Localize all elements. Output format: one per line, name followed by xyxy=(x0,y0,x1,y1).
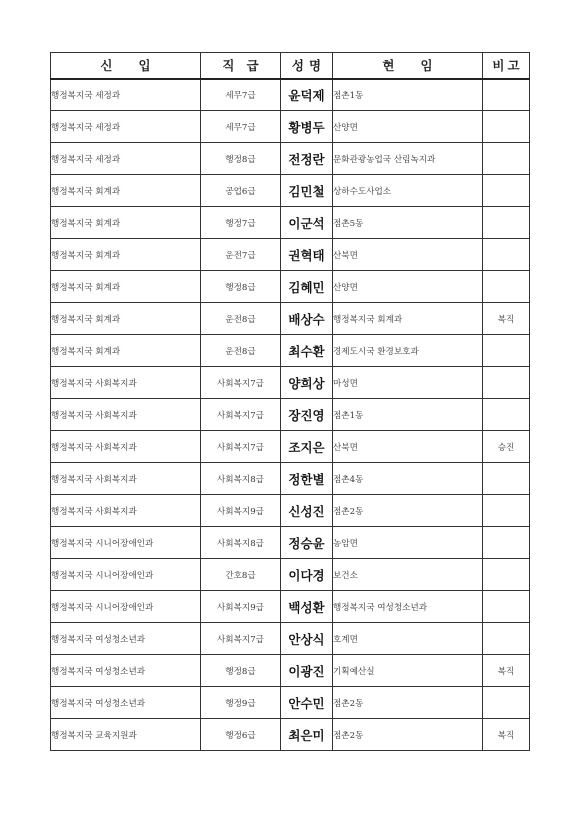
cell-name: 백성환 xyxy=(281,591,333,623)
header-name: 성명 xyxy=(281,53,333,79)
cell-new-post: 행정복지국 사회복지과 xyxy=(51,399,201,431)
header-current-post: 현임 xyxy=(333,53,483,79)
table-row xyxy=(51,527,530,559)
cell-name: 최은미 xyxy=(281,719,333,751)
cell-name: 안수민 xyxy=(281,687,333,719)
cell-name: 최수환 xyxy=(281,335,333,367)
table-row xyxy=(51,463,530,495)
table-row xyxy=(51,79,530,111)
cell-name: 윤덕제 xyxy=(281,79,333,111)
cell-current-post: 행정복지국 여성청소년과 xyxy=(333,591,483,623)
cell-grade: 사회복지8급 xyxy=(201,463,281,495)
cell-note xyxy=(483,207,530,239)
cell-note: 승진 xyxy=(483,431,530,463)
table-row xyxy=(51,303,530,335)
table-row xyxy=(51,335,530,367)
cell-new-post: 행정복지국 시니어장애인과 xyxy=(51,559,201,591)
cell-current-post: 점촌2동 xyxy=(333,495,483,527)
cell-current-post: 점촌1동 xyxy=(333,79,483,111)
cell-grade: 행정8급 xyxy=(201,143,281,175)
cell-note xyxy=(483,687,530,719)
cell-grade: 사회복지7급 xyxy=(201,623,281,655)
personnel-table xyxy=(50,52,530,751)
cell-new-post: 행정복지국 교육지원과 xyxy=(51,719,201,751)
table-row xyxy=(51,559,530,591)
table-body xyxy=(51,79,530,751)
cell-new-post: 행정복지국 사회복지과 xyxy=(51,367,201,399)
cell-note xyxy=(483,239,530,271)
cell-new-post: 행정복지국 회계과 xyxy=(51,207,201,239)
cell-new-post: 행정복지국 시니어장애인과 xyxy=(51,591,201,623)
cell-new-post: 행정복지국 여성청소년과 xyxy=(51,623,201,655)
table-row xyxy=(51,687,530,719)
cell-grade: 공업6급 xyxy=(201,175,281,207)
table-row xyxy=(51,719,530,751)
cell-current-post: 점촌4동 xyxy=(333,463,483,495)
table-row xyxy=(51,623,530,655)
cell-new-post: 행정복지국 시니어장애인과 xyxy=(51,527,201,559)
cell-grade: 행정8급 xyxy=(201,271,281,303)
cell-grade: 운전8급 xyxy=(201,303,281,335)
cell-grade: 사회복지7급 xyxy=(201,399,281,431)
cell-grade: 운전7급 xyxy=(201,239,281,271)
cell-grade: 세무7급 xyxy=(201,79,281,111)
cell-new-post: 행정복지국 세정과 xyxy=(51,143,201,175)
cell-note: 복직 xyxy=(483,719,530,751)
cell-name: 정한별 xyxy=(281,463,333,495)
cell-note xyxy=(483,399,530,431)
cell-new-post: 행정복지국 회계과 xyxy=(51,335,201,367)
table-row xyxy=(51,655,530,687)
cell-current-post: 산양면 xyxy=(333,111,483,143)
cell-note xyxy=(483,591,530,623)
cell-name: 신성진 xyxy=(281,495,333,527)
table-row xyxy=(51,495,530,527)
header-row xyxy=(51,53,530,79)
cell-note xyxy=(483,143,530,175)
table-row xyxy=(51,367,530,399)
cell-note xyxy=(483,111,530,143)
cell-note xyxy=(483,527,530,559)
cell-note xyxy=(483,79,530,111)
cell-name: 장진영 xyxy=(281,399,333,431)
cell-new-post: 행정복지국 세정과 xyxy=(51,111,201,143)
table-row xyxy=(51,431,530,463)
cell-name: 정승윤 xyxy=(281,527,333,559)
cell-current-post: 행정복지국 회계과 xyxy=(333,303,483,335)
cell-grade: 운전8급 xyxy=(201,335,281,367)
cell-name: 전정란 xyxy=(281,143,333,175)
cell-new-post: 행정복지국 사회복지과 xyxy=(51,463,201,495)
cell-name: 황병두 xyxy=(281,111,333,143)
cell-name: 이군석 xyxy=(281,207,333,239)
cell-current-post: 점촌5동 xyxy=(333,207,483,239)
cell-note xyxy=(483,335,530,367)
header-new-post: 신입 xyxy=(51,53,201,79)
cell-grade: 사회복지9급 xyxy=(201,495,281,527)
cell-grade: 행정6급 xyxy=(201,719,281,751)
cell-current-post: 경제도시국 환경보호과 xyxy=(333,335,483,367)
cell-name: 김혜민 xyxy=(281,271,333,303)
table-row xyxy=(51,399,530,431)
cell-new-post: 행정복지국 회계과 xyxy=(51,271,201,303)
cell-name: 권혁태 xyxy=(281,239,333,271)
cell-name: 이광진 xyxy=(281,655,333,687)
cell-grade: 행정8급 xyxy=(201,655,281,687)
cell-new-post: 행정복지국 회계과 xyxy=(51,303,201,335)
table-row xyxy=(51,207,530,239)
cell-name: 안상식 xyxy=(281,623,333,655)
cell-current-post: 보건소 xyxy=(333,559,483,591)
table-row xyxy=(51,591,530,623)
table-row xyxy=(51,271,530,303)
cell-note: 복직 xyxy=(483,303,530,335)
cell-current-post: 점촌2동 xyxy=(333,719,483,751)
cell-current-post: 산양면 xyxy=(333,271,483,303)
cell-note xyxy=(483,463,530,495)
cell-current-post: 호계면 xyxy=(333,623,483,655)
cell-new-post: 행정복지국 회계과 xyxy=(51,175,201,207)
cell-grade: 간호8급 xyxy=(201,559,281,591)
cell-new-post: 행정복지국 사회복지과 xyxy=(51,495,201,527)
cell-note xyxy=(483,495,530,527)
cell-new-post: 행정복지국 세정과 xyxy=(51,79,201,111)
cell-current-post: 상하수도사업소 xyxy=(333,175,483,207)
cell-note: 복직 xyxy=(483,655,530,687)
cell-current-post: 산북면 xyxy=(333,239,483,271)
header-note: 비고 xyxy=(483,53,530,79)
cell-current-post: 점촌1동 xyxy=(333,399,483,431)
cell-grade: 사회복지9급 xyxy=(201,591,281,623)
cell-current-post: 산북면 xyxy=(333,431,483,463)
cell-grade: 행정7급 xyxy=(201,207,281,239)
cell-note xyxy=(483,271,530,303)
cell-grade: 세무7급 xyxy=(201,111,281,143)
cell-new-post: 행정복지국 회계과 xyxy=(51,239,201,271)
header-grade: 직급 xyxy=(201,53,281,79)
table-row xyxy=(51,239,530,271)
cell-grade: 사회복지7급 xyxy=(201,367,281,399)
cell-grade: 행정9급 xyxy=(201,687,281,719)
cell-current-post: 기획예산실 xyxy=(333,655,483,687)
cell-name: 양희상 xyxy=(281,367,333,399)
cell-grade: 사회복지7급 xyxy=(201,431,281,463)
cell-name: 김민철 xyxy=(281,175,333,207)
cell-new-post: 행정복지국 여성청소년과 xyxy=(51,687,201,719)
table-row xyxy=(51,143,530,175)
cell-current-post: 마성면 xyxy=(333,367,483,399)
cell-grade: 사회복지8급 xyxy=(201,527,281,559)
cell-current-post: 점촌2동 xyxy=(333,687,483,719)
cell-new-post: 행정복지국 사회복지과 xyxy=(51,431,201,463)
cell-new-post: 행정복지국 여성청소년과 xyxy=(51,655,201,687)
cell-note xyxy=(483,367,530,399)
cell-name: 조지은 xyxy=(281,431,333,463)
cell-note xyxy=(483,623,530,655)
cell-current-post: 농암면 xyxy=(333,527,483,559)
table-row xyxy=(51,111,530,143)
table-row xyxy=(51,175,530,207)
cell-note xyxy=(483,559,530,591)
cell-name: 배상수 xyxy=(281,303,333,335)
cell-name: 이다경 xyxy=(281,559,333,591)
cell-current-post: 문화관광농업국 산림녹지과 xyxy=(333,143,483,175)
cell-note xyxy=(483,175,530,207)
